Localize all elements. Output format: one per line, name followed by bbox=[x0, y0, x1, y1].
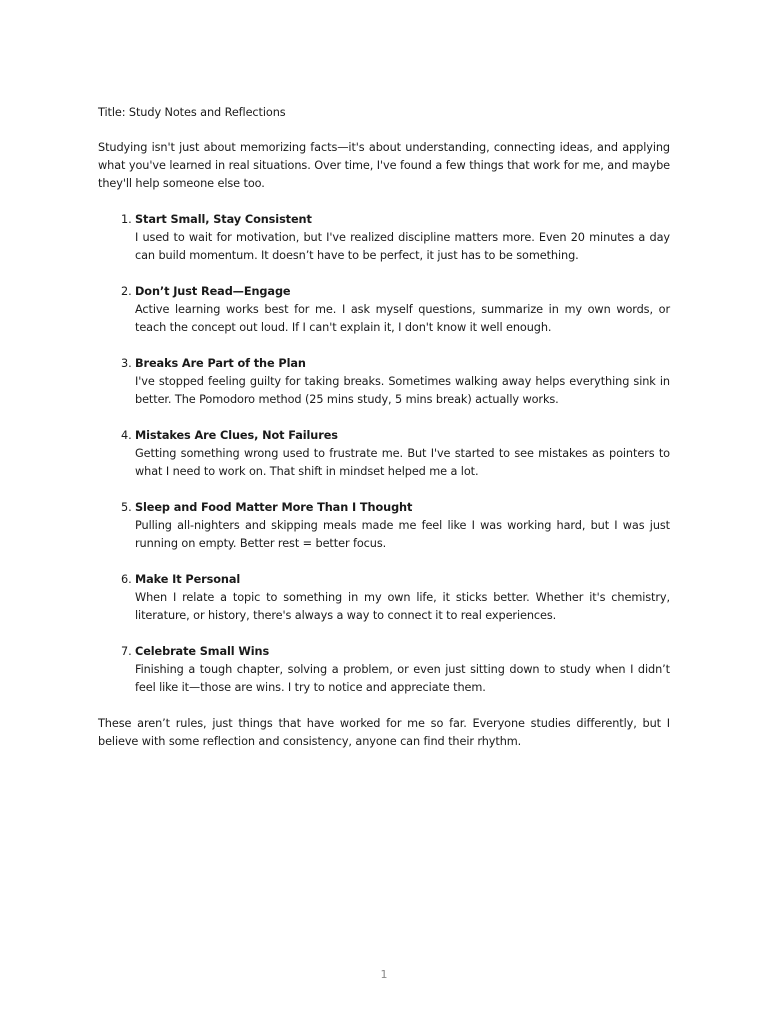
list-item bbox=[98, 427, 670, 481]
list-item-number: 1. bbox=[121, 213, 132, 226]
list-item-heading: Mistakes Are Clues, Not Failures bbox=[135, 429, 338, 442]
list-item-number: 3. bbox=[121, 357, 132, 370]
document-title: Title: Study Notes and Reflections bbox=[98, 106, 286, 119]
list-item bbox=[98, 211, 670, 265]
list-item-number: 5. bbox=[121, 501, 132, 514]
list-item-heading: Breaks Are Part of the Plan bbox=[135, 357, 306, 370]
list-item-heading: Make It Personal bbox=[135, 573, 241, 586]
list-item-body: I used to wait for motivation, but I've realized discipline matters more. Even 20 minutes a day can build momentum. It doesn’t have to be perfect, it just has to be something. bbox=[135, 231, 670, 262]
list-item-body: Getting something wrong used to frustrate me. But I've started to see mistakes as pointers to what I need to work on. That shift in mindset helped me a lot. bbox=[135, 447, 670, 478]
page-number: 1 bbox=[380, 968, 388, 981]
intro-paragraph: Studying isn't just about memorizing facts—it's about understanding, connecting ideas, and applying what you've learned in real situations. Over time, I've found a few things that work for me, and maybe they'll help someone else too. bbox=[98, 141, 670, 190]
list-item-number: 6. bbox=[121, 573, 132, 586]
list-item-number: 7. bbox=[121, 645, 132, 658]
list-item-body: Pulling all-nighters and skipping meals made me feel like I was working hard, but I was just running on empty. Better rest = better focus. bbox=[135, 519, 670, 550]
list-item-body: When I relate a topic to something in my own life, it sticks better. Whether it's chemistry, literature, or history, there's always a way to connect it to real experiences. bbox=[135, 591, 670, 622]
list-item bbox=[98, 643, 670, 697]
list-item-heading: Don’t Just Read—Engage bbox=[135, 285, 291, 298]
list-item-heading: Sleep and Food Matter More Than I Thought bbox=[135, 501, 413, 514]
list-item-heading: Celebrate Small Wins bbox=[135, 645, 270, 658]
list-item-heading: Start Small, Stay Consistent bbox=[135, 213, 312, 226]
list-item-body: I've stopped feeling guilty for taking breaks. Sometimes walking away helps everything sink in better. The Pomodoro method (25 mins study, 5 mins break) actually works. bbox=[135, 375, 670, 406]
document-page bbox=[98, 104, 670, 751]
tips-list bbox=[98, 211, 670, 697]
list-item-body: Finishing a tough chapter, solving a problem, or even just sitting down to study when I didn’t feel like it—those are wins. I try to notice and appreciate them. bbox=[135, 663, 670, 694]
list-item bbox=[98, 355, 670, 409]
list-item-body: Active learning works best for me. I ask myself questions, summarize in my own words, or teach the concept out loud. If I can't explain it, I don't know it well enough. bbox=[135, 303, 670, 334]
list-item-number: 4. bbox=[121, 429, 132, 442]
list-item bbox=[98, 571, 670, 625]
conclusion-paragraph: These aren’t rules, just things that have worked for me so far. Everyone studies differently, but I believe with some reflection and consistency, anyone can find their rhythm. bbox=[98, 717, 670, 748]
list-item bbox=[98, 283, 670, 337]
list-item bbox=[98, 499, 670, 553]
list-item-number: 2. bbox=[121, 285, 132, 298]
